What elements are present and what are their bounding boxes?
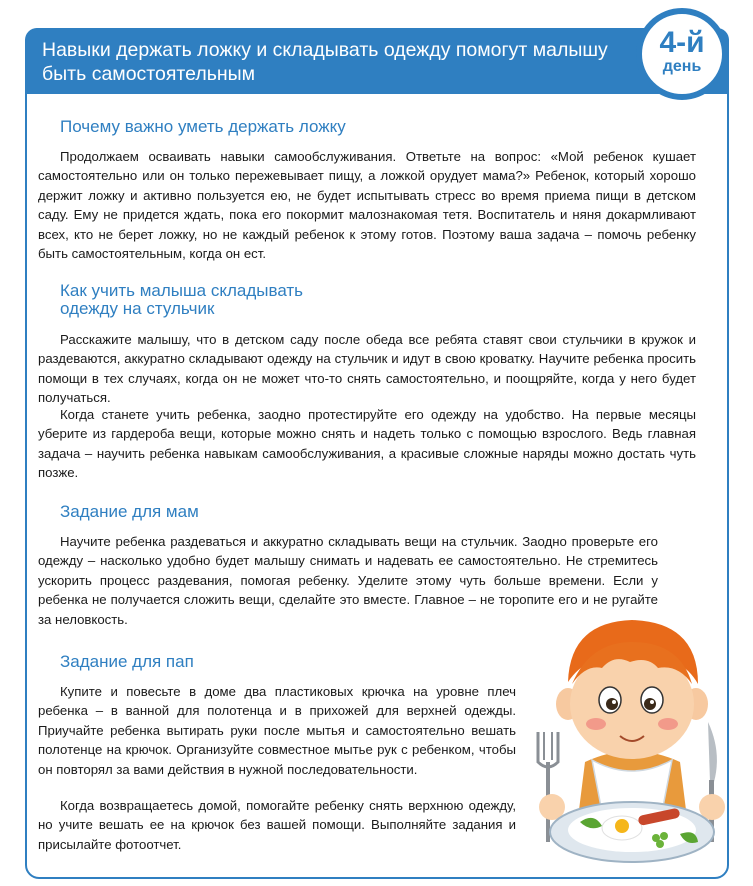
paragraph: Когда станете учить ребенка, заодно протестируйте его одежду на удобство. На первые месяцы уберите из гардероба вещи, которые можно снять и надеть только с помощью взрослого. Ведь главная задача – научить ребенка навыкам самообслуживания, а красивые сложные наряды можно достать чуть позже. xyxy=(38,407,696,481)
heading-line: одежду на стульчик xyxy=(60,299,215,318)
paragraph: Когда возвращаетесь домой, помогайте ребенку снять верхнюю одежду, но учите вешать ее на крючок без вашей помощи. Выполняйте задания и присылайте фотоотчет. xyxy=(38,798,516,852)
paragraph: Расскажите малышу, что в детском саду после обеда все ребята ставят свои стульчики в кружок и раздеваются, аккуратно складывают одежду на стульчик и идут в свою кроватку. Научите ребенка просить помощи в тех случаях, когда он не может что-то снять самостоятельно, и поощряйте, когда у него будет получаться. xyxy=(38,332,696,406)
day-badge xyxy=(636,8,728,100)
day-number: 4-й xyxy=(659,26,705,59)
heading-line: Как учить малыша складывать xyxy=(60,281,304,300)
section-heading-spoon: Почему важно уметь держать ложку xyxy=(60,117,346,136)
paragraph: Научите ребенка раздеваться и аккуратно складывать вещи на стульчик. Заодно проверьте его одежду – насколько удобно будет малышу снимать и надевать ее самостоятельно. Не стремитесь ускорить процесс раздевания, помогая ребенку. Уделите этому чуть больше времени. Если у ребенка не получается сложить вещи, сделайте это вместе. Главное – не торопите его и не ругайте за неловкость. xyxy=(38,534,658,627)
page-title: Навыки держать ложку и складывать одежду помогут малышу быть самостоятельным xyxy=(42,39,608,85)
section-heading-moms-task: Задание для мам xyxy=(60,502,199,521)
section-heading-dads-task: Задание для пап xyxy=(60,652,194,671)
paragraph: Продолжаем осваивать навыки самообслуживания. Ответьте на вопрос: «Мой ребенок кушает самостоятельно или он только пережевывает пищу, а ложкой орудует мама?» Ребенок, который хорошо держит ложку и активно пользуется ею, не будет испытывать стресс во время приема пищи в детском саду. Ему не придется ждать, пока его покормит малознакомая тетя. Воспитатель и няня докармливают всех, кто не берет ложку, но не каждый ребенок к этому готов. Поэтому ваша задача – помочь ребенку быть самостоятельным, когда он ест. xyxy=(38,149,696,262)
day-word: день xyxy=(662,58,702,75)
section-heading-clothes xyxy=(60,282,303,318)
boy-eating-illustration xyxy=(530,612,735,874)
paragraph: Купите и повесьте в доме два пластиковых крючка на уровне плеч ребенка – в ванной для полотенца и в прихожей для верхней одежды. Приучайте ребенка вытирать руки после мытья и самостоятельно вешать полотенце на крючок. Организуйте совместное мытье рук с ребенком, чтобы он повторял за вами действия в нужной последовательности. xyxy=(38,684,516,777)
